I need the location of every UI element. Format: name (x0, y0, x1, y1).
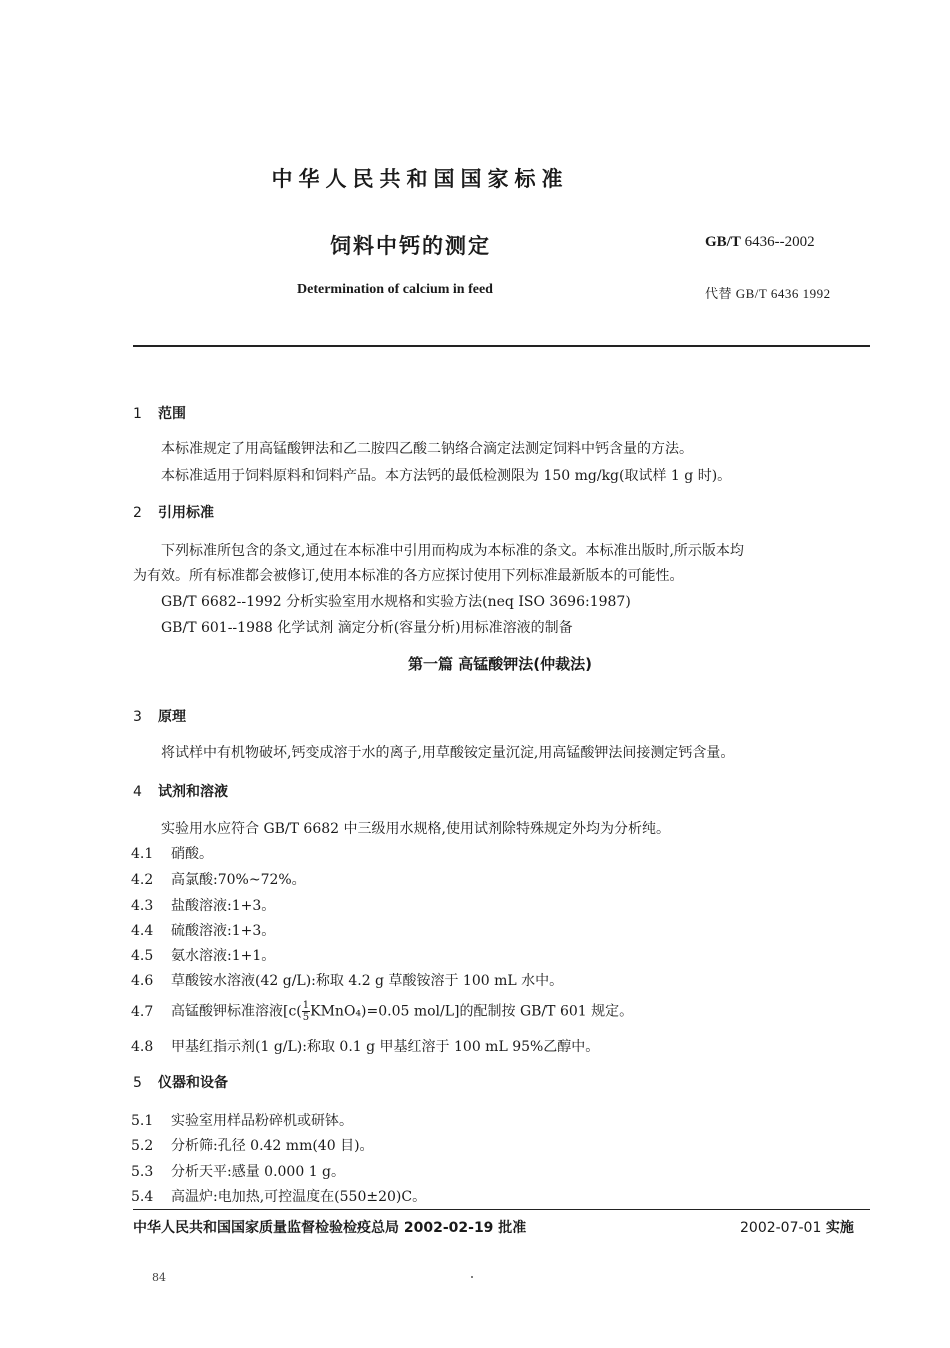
document-title: 饲料中钙的测定 (330, 234, 491, 258)
list-item-4-8: 4.8 甲基红指示剂(1 g/L):称取 0.1 g 甲基红溶于 100 mL 95%乙醇中。 (131, 1039, 600, 1055)
standard-code-prefix: GB/T (705, 234, 741, 250)
section-3-heading: 3 原理 (133, 709, 186, 725)
section-2-heading: 2 引用标准 (133, 505, 214, 521)
section-1-heading: 1 范围 (133, 406, 186, 422)
list-item-4-5: 4.5 氨水溶液:1+1。 (131, 948, 276, 964)
section-3-paragraph: 将试样中有机物破坏,钙变成溶于水的离子,用草酸铵定量沉淀,用高锰酸钾法间接测定钙含量。 (161, 745, 735, 761)
section-2-paragraph-line-2: 为有效。所有标准都会被修订,使用本标准的各方应探讨使用下列标准最新版本的可能性。 (133, 568, 684, 584)
effective-date: 2002-07-01 实施 (740, 1220, 854, 1236)
section-1-paragraph-2: 本标准适用于饲料原料和饲料产品。本方法钙的最低检测限为 150 mg/kg(取试样 1 g 时)。 (161, 468, 732, 484)
list-item-5-4: 5.4 高温炉:电加热,可控温度在(550±20)C。 (131, 1189, 427, 1205)
page-number: 84 (152, 1271, 166, 1284)
list-item-4-4: 4.4 硫酸溶液:1+3。 (131, 923, 276, 939)
list-item-5-2: 5.2 分析筛:孔径 0.42 mm(40 目)。 (131, 1138, 374, 1154)
section-5-heading: 5 仪器和设备 (133, 1075, 228, 1091)
issued-by: 中华人民共和国国家质量监督检验检疫总局 2002-02-19 批准 (133, 1220, 527, 1236)
section-1-paragraph-1: 本标准规定了用高锰酸钾法和乙二胺四乙酸二钠络合滴定法测定饲料中钙含量的方法。 (161, 441, 693, 457)
header-rule (133, 345, 870, 347)
fraction-one-fifth: $\frac{1}{5}$ (302, 1000, 310, 1023)
list-item-4-3: 4.3 盐酸溶液:1+3。 (131, 898, 276, 914)
list-item-4-7: 4.7 高锰酸钾标准溶液[c( $\frac{1}{5}$ KMnO₄)=0.05 mol/L]的配制按 GB/T 601 规定。 (131, 1000, 634, 1023)
reference-standard-1: GB/T 6682--1992 分析实验室用水规格和实验方法(neq ISO 3696:1987) (161, 594, 631, 610)
footer-rule (133, 1209, 870, 1210)
english-title: Determination of calcium in feed (297, 282, 493, 297)
list-item-4-6: 4.6 草酸铵水溶液(42 g/L):称取 4.2 g 草酸铵溶于 100 mL 水中。 (131, 973, 564, 989)
standard-code (705, 234, 815, 251)
list-item-4-1: 4.1 硝酸。 (131, 846, 213, 862)
section-4-paragraph: 实验用水应符合 GB/T 6682 中三级用水规格,使用试剂除特殊规定外均为分析纯。 (161, 821, 670, 837)
section-2-paragraph-line-1: 下列标准所包含的条文,通过在本标准中引用而构成为本标准的条文。本标准出版时,所示版本均 (161, 543, 744, 559)
list-item-4-2: 4.2 高氯酸:70%~72%。 (131, 872, 306, 888)
national-standard-heading: 中华人民共和国国家标准 (271, 167, 569, 191)
reference-standard-2: GB/T 601--1988 化学试剂 滴定分析(容量分析)用标准溶液的制备 (161, 620, 573, 636)
standard-code-number: 6436--2002 (744, 234, 815, 250)
replaces-standard: 代替 GB/T 6436 1992 (705, 286, 831, 301)
scan-speck (471, 1276, 473, 1278)
list-item-5-1: 5.1 实验室用样品粉碎机或研钵。 (131, 1113, 353, 1129)
part-1-heading: 第一篇 高锰酸钾法(仲裁法) (408, 655, 592, 673)
section-4-heading: 4 试剂和溶液 (133, 784, 228, 800)
list-item-5-3: 5.3 分析天平:感量 0.000 1 g。 (131, 1164, 346, 1180)
